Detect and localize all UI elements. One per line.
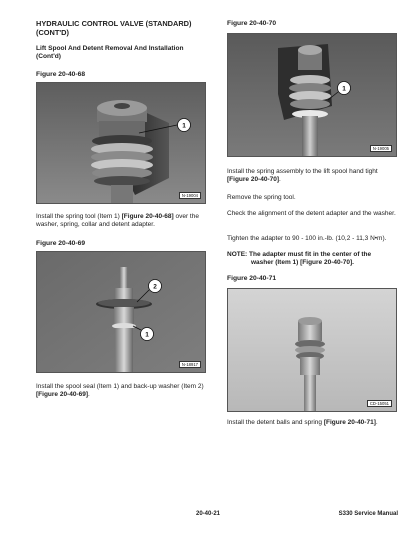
- figure-20-40-71-photo: [227, 288, 397, 412]
- figure-20-40-70-photo: [227, 33, 397, 157]
- image-code: CD-15051: [367, 400, 392, 407]
- paragraph-remove-tool: Remove the spring tool.: [227, 194, 296, 201]
- image-code: N-19005: [370, 145, 392, 152]
- figure-20-40-68-title: Figure 20-40-68: [36, 71, 86, 78]
- figure-20-40-69-photo: [36, 251, 206, 373]
- subsection-heading: Lift Spool And Detent Removal And Installation (Cont'd): [36, 45, 184, 60]
- paragraph-tighten-adapter: Tighten the adapter to 90 - 100 in.-lb. (10,2 - 11,3 N•m).: [227, 235, 387, 242]
- manual-title: S330 Service Manual: [338, 511, 398, 517]
- spring-assembly-image: [228, 34, 396, 156]
- spool-seal-image: [37, 252, 205, 372]
- page-number: 20-40-21: [195, 511, 221, 517]
- image-code: N-19004: [179, 192, 201, 199]
- note: NOTE: The adapter must fit in the center of the washer (Item 1) [Figure 20-40-70].: [227, 251, 372, 267]
- figure-20-40-69-title: Figure 20-40-69: [36, 240, 86, 247]
- figure-20-40-71-title: Figure 20-40-71: [227, 275, 277, 282]
- detent-balls-image: [228, 289, 396, 411]
- paragraph-check-alignment: Check the alignment of the detent adapter and the washer.: [227, 210, 396, 217]
- paragraph-spool-seal: Install the spool seal (Item 1) and back-up washer (Item 2) [Figure 20-40-69].: [36, 383, 204, 399]
- svg-text:1: 1: [182, 122, 186, 130]
- paragraph-detent-balls: Install the detent balls and spring [Figure 20-40-71].: [227, 419, 378, 426]
- section-heading: HYDRAULIC CONTROL VALVE (STANDARD) (CONT'D): [36, 19, 192, 37]
- spring-tool-image: [37, 83, 205, 203]
- figure-20-40-70-title: Figure 20-40-70: [227, 20, 277, 27]
- image-code: N-18917: [179, 361, 201, 368]
- paragraph-spring-assembly: Install the spring assembly to the lift spool hand tight [Figure 20-40-70].: [227, 168, 378, 184]
- svg-text:2: 2: [153, 283, 157, 291]
- paragraph-spring-tool: Install the spring tool (Item 1) [Figure 20-40-68] over the washer, spring, collar and detent adapter.: [36, 213, 199, 229]
- figure-20-40-68-photo: [36, 82, 206, 204]
- svg-text:1: 1: [145, 331, 149, 339]
- svg-text:1: 1: [342, 85, 346, 93]
